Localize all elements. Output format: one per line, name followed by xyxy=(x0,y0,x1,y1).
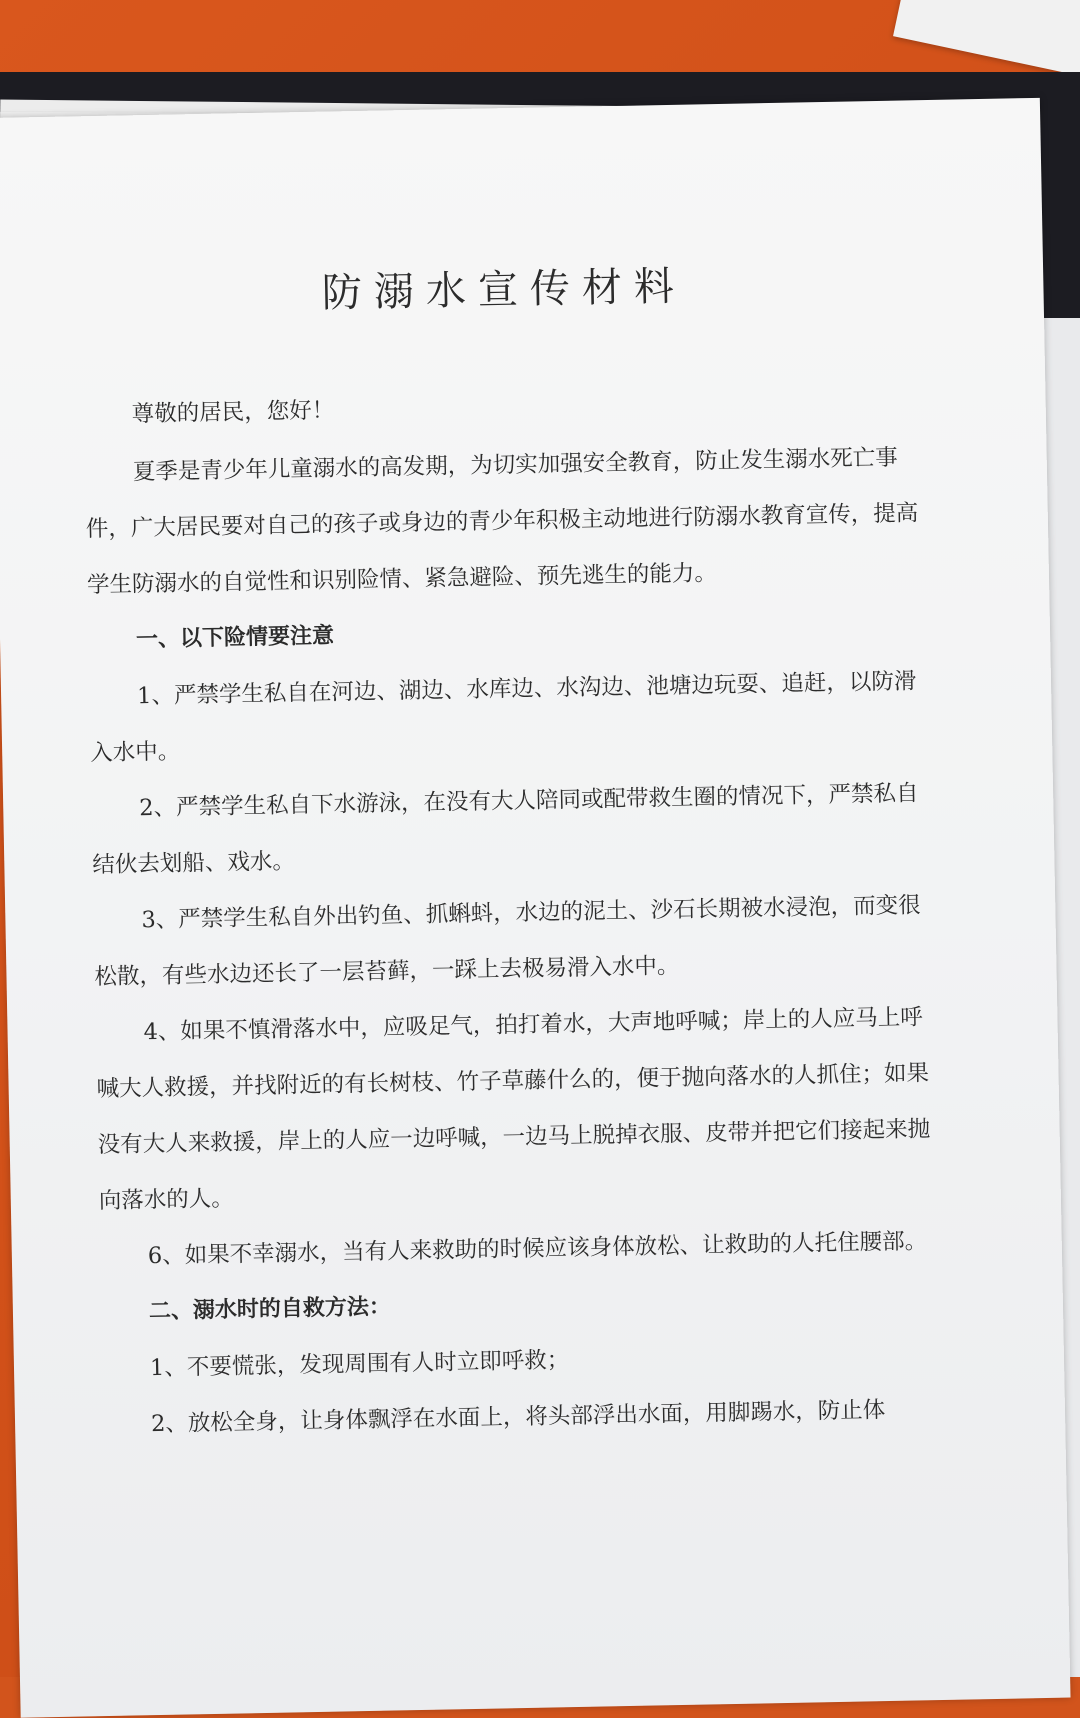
hazard-item: 3、严禁学生私自外出钓鱼、抓蝌蚪，水边的泥土、沙石长期被水浸泡，而变很松散，有些水边还长了一层苔藓，一踩上去极易滑入水中。 xyxy=(94,892,921,991)
paper-sheet xyxy=(0,98,1071,1718)
greeting: 尊敬的居民，您好！ xyxy=(131,397,335,428)
hazard-item: 1、严禁学生私自在河边、湖边、水库边、水沟边、池塘边玩耍、追赶，以防滑入水中。 xyxy=(89,668,917,767)
document-body xyxy=(81,250,949,1453)
document-title: 防溺水宣传材料 xyxy=(321,263,687,317)
self-rescue-item: 2、放松全身，让身体飘浮在水面上，将头部浮出水面，用脚踢水，防止体 xyxy=(150,1397,886,1438)
hazard-item: 6、如果不幸溺水，当有人来救助的时候应该身体放松、让救助的人托住腰部。 xyxy=(147,1228,928,1270)
section-heading-self-rescue: 二、溺水时的自救方法： xyxy=(148,1294,392,1325)
hazard-item: 4、如果不慎滑落水中，应吸足气，拍打着水，大声地呼喊；岸上的人应马上呼喊大人救援，并找附近的有长树枝、竹子草藤什么的，便于抛向落水的人抓住；如果没有大人来救援，岸上的人应一边呼喊，一边马上脱掉衣服、皮带并把它们接起来抛向落水的人。 xyxy=(96,1004,931,1215)
hazard-list xyxy=(89,653,946,1285)
self-rescue-list xyxy=(102,1325,949,1453)
section-heading-hazards: 一、以下险情要注意 xyxy=(135,623,335,653)
intro-paragraph: 夏季是青少年儿童溺水的高发期，为切实加强安全教育，防止发生溺水死亡事件，广大居民要对自己的孩子或身边的青少年积极主动地进行防溺水教育宣传，提高学生防溺水的自觉性和识别险情、紧急避险、预先逃生的能力。 xyxy=(85,444,919,599)
hazard-item: 2、严禁学生私自下水游泳，在没有大人陪同或配带救生圈的情况下，严禁私自结伙去划船、戏水。 xyxy=(92,780,919,879)
self-rescue-item: 1、不要慌张，发现周围有人时立即呼救； xyxy=(149,1347,570,1382)
